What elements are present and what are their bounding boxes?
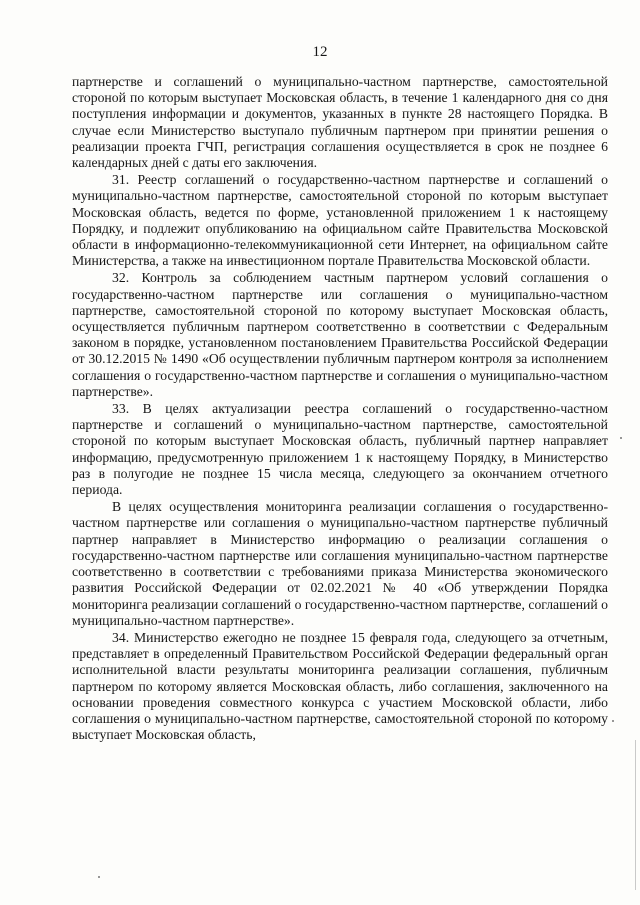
paragraph-31: 31. Реестр соглашений о государственно-частном партнерстве и соглашений о муниципально-частном партнерстве, самостоятельной стороной по которым выступает Московская область, ведется по форме, установленной приложением 1 к настоящему Порядку, и подлежит опубликованию на официальном сайте Правительства Московской области в информационно-телекоммуникационной сети Интернет, на официальном сайте Министерства, а также на инвестиционном портале Правительства Московской области.	[72, 172, 608, 269]
paragraph-34: 34. Министерство ежегодно не позднее 15 февраля года, следующего за отчетным, представляет в определенный Правительством Российской Федерации федеральный орган исполнительной власти результаты мониторинга реализации соглашения, публичным партнером по которому является Московская область, либо соглашения, заключенного на основании проведения совместного конкурса с участием Московской области, либо соглашения о муниципально-частном партнерстве, самостоятельной стороной по которому выступает Московская область,	[72, 629, 608, 743]
paragraph-continuation: партнерстве и соглашений о муниципально-частном партнерстве, самостоятельной стороной по которым выступает Московская область, в течение 1 календарного дня со дня поступления информации и документов, указанных в пункте 28 настоящего Порядка. В случае если Министерство выступало публичным партнером при принятии решения о реализации проекта ГЧП, регистрация соглашения осуществляется в срок не позднее 6 календарных дней с даты его заключения.	[72, 74, 608, 171]
scan-speck	[98, 876, 100, 878]
scan-speck	[612, 720, 614, 722]
paragraph-32: 32. Контроль за соблюдением частным партнером условий соглашения о государственно-частном партнерстве или соглашения о муниципально-частном партнерстве, самостоятельной стороной по которому выступает Московская область, осуществляется публичным партнером соответственно в соответствии с Федеральным законом в порядке, установленном постановлением Правительства Российской Федерации от 30.12.2015 № 1490 «Об осуществлении публичным партнером контроля за исполнением соглашения о государственно-частном партнерстве и соглашения о муниципально-частном партнерстве».	[72, 270, 608, 399]
document-body	[72, 74, 608, 743]
page-number: 12	[312, 44, 328, 60]
paragraph-33: 33. В целях актуализации реестра соглашений о государственно-частном партнерстве и соглашений о муниципально-частном партнерстве, самостоятельной стороной по которым выступает Московская область, публичный партнер направляет информацию, предусмотренную приложением 1 к настоящему Порядку, в Министерство раз в полугодие не позднее 15 числа месяца, следующего за окончанием отчетного периода.	[72, 401, 608, 498]
scan-speck	[620, 437, 622, 439]
paragraph-monitoring: В целях осуществления мониторинга реализации соглашения о государственно-частном партнерстве или соглашения о муниципально-частном партнерстве публичный партнер направляет в Министерство информацию о реализации соглашения о государственно-частном партнерстве или соглашения муниципально-частном партнерстве соответственно в соответствии с требованиями приказа Министерства экономического развития Российской Федерации от 02.02.2021 № 40 «Об утверждении Порядка мониторинга реализации соглашений о государственно-частном партнерстве, соглашений о муниципально-частном партнерстве».	[72, 499, 608, 628]
scan-edge-mark	[635, 740, 636, 890]
